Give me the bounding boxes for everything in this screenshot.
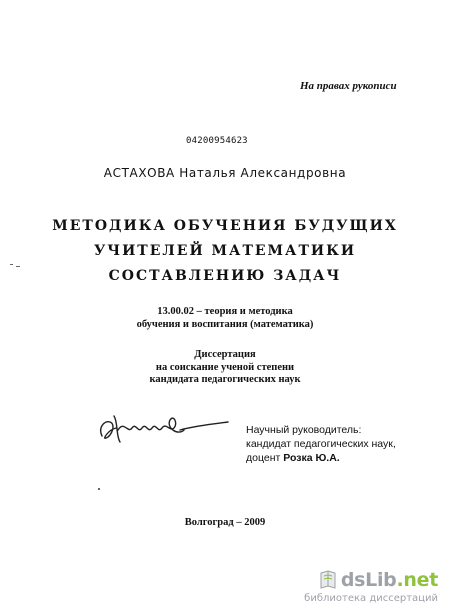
title-line-1: МЕТОДИКА ОБУЧЕНИЯ БУДУЩИХ [52,218,398,234]
advisor-line-3 [246,451,396,465]
watermark [304,569,438,604]
degree-line-2: на соискание ученой степени [155,361,295,373]
author-signature [94,406,234,450]
advisor-line-2: кандидат педагогических наук, [246,438,396,450]
title-line-3: СОСТАВЛЕНИЮ ЗАДАЧ [108,268,342,284]
degree-line-1: Диссертация [194,349,256,360]
advisor-name: Розка Ю.А. [283,452,340,464]
logo-part-1: dsLib [340,569,397,591]
author-name: АСТАХОВА Наталья Александровна [103,166,347,180]
watermark-logo [341,570,438,590]
advisor-block [246,423,396,465]
degree-line-3: кандидата педагогических наук [149,374,301,385]
title-line-2: УЧИТЕЛЕЙ МАТЕМАТИКИ [93,243,357,259]
city-year: Волгоград – 2009 [184,517,266,528]
scan-speck [10,264,13,265]
scan-speck [98,488,100,490]
advisor-title: доцент [246,452,281,464]
scan-speck [16,266,20,267]
specialty-block [0,305,450,331]
degree-block [0,349,450,387]
specialty-line-1: 13.00.02 – теория и методика [157,306,293,317]
book-icon [318,569,338,591]
inventory-number: 04200954623 [186,136,248,146]
logo-part-2: .net [396,569,438,591]
watermark-tagline: библиотека диссертаций [304,593,438,604]
dissertation-title [0,214,450,289]
specialty-line-2: обучения и воспитания (математика) [136,319,314,330]
rights-label: На правах рукописи [300,80,397,92]
advisor-line-1: Научный руководитель: [246,424,362,436]
